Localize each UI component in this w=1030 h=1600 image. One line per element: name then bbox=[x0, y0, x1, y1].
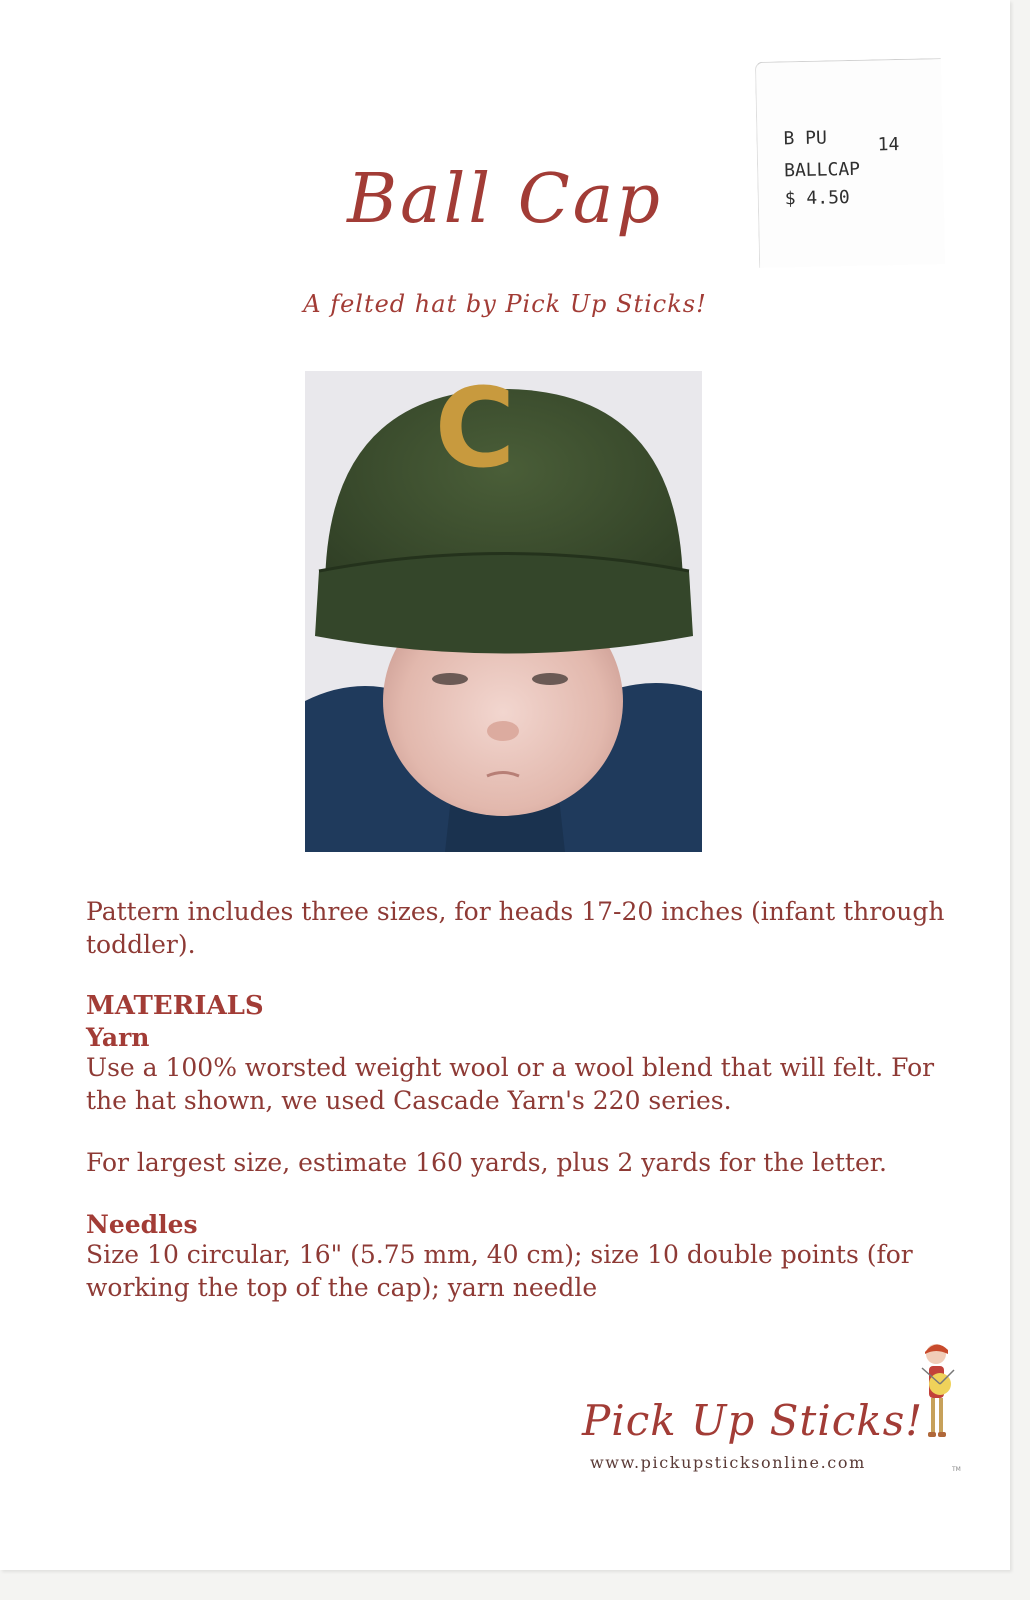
yarn-amount: For largest size, estimate 160 yards, plus 2 yards for the letter. bbox=[86, 1148, 887, 1177]
knitter-mascot-icon bbox=[918, 1338, 958, 1443]
photo-illustration bbox=[305, 371, 702, 852]
pattern-intro: Pattern includes three sizes, for heads 17-20 inches (infant through toddler). bbox=[86, 897, 945, 959]
materials-heading: MATERIALS bbox=[86, 991, 264, 1021]
pattern-subtitle: A felted hat by Pick Up Sticks! bbox=[303, 290, 707, 318]
brand-logo-text: Pick Up Sticks! bbox=[582, 1396, 924, 1445]
cap-letter: C bbox=[434, 371, 516, 492]
trademark-mark: TM bbox=[952, 1466, 961, 1473]
baby-in-cap-photo bbox=[305, 371, 702, 852]
needles-heading: Needles bbox=[86, 1210, 198, 1239]
price-tag-code: B PU bbox=[783, 127, 828, 150]
price-tag-number: 14 bbox=[877, 133, 900, 156]
yarn-heading: Yarn bbox=[86, 1023, 150, 1052]
price-tag-name: BALLCAP bbox=[783, 158, 861, 182]
pattern-title: Ball Cap bbox=[347, 160, 663, 239]
needles-description: Size 10 circular, 16" (5.75 mm, 40 cm); size 10 double points (for working the top of the cap); yarn needle bbox=[86, 1240, 913, 1302]
price-tag-price: $ 4.50 bbox=[784, 187, 850, 210]
website-url: www.pickupsticksonline.com bbox=[590, 1453, 866, 1472]
yarn-description: Use a 100% worsted weight wool or a wool blend that will felt. For the hat shown, we used Cascade Yarn's 220 series. bbox=[86, 1053, 935, 1115]
